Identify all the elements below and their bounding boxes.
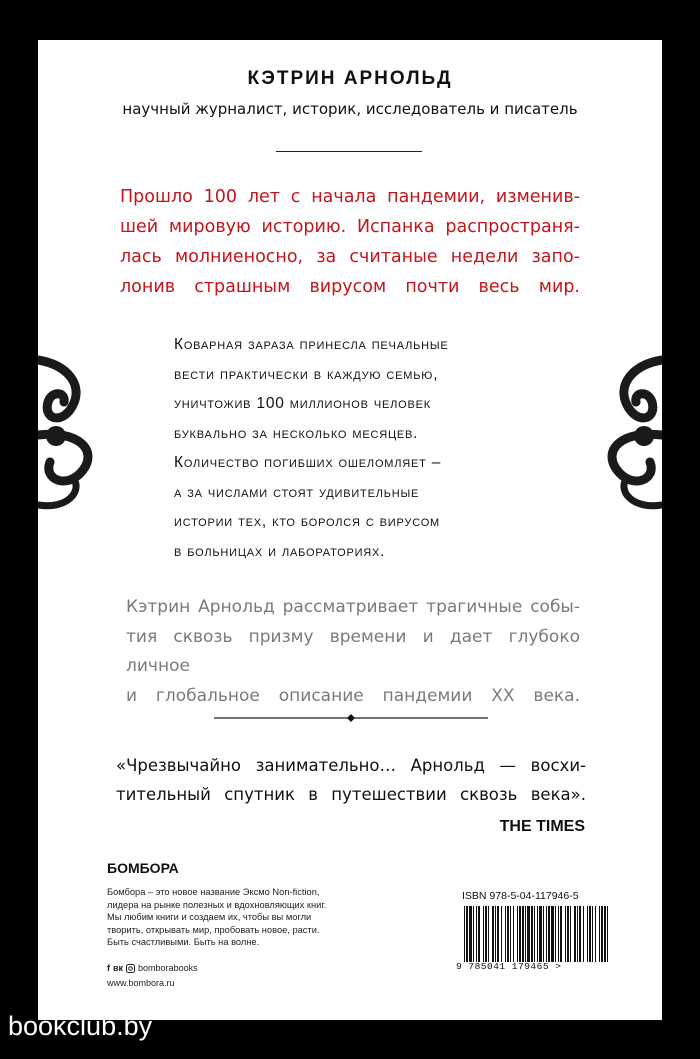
- quote-line: тительный спутник в путешествии сквозь века».: [116, 785, 586, 804]
- isbn-number: ISBN 978-5-04-117946-5: [462, 890, 579, 902]
- quote-source: THE TIMES: [499, 818, 585, 835]
- barcode-icon: [462, 906, 612, 962]
- about-line: Быть счастливыми. Быть на волне.: [107, 937, 260, 947]
- barcode-digits: 9 785041 179465 >: [456, 961, 562, 972]
- book-back-cover: [38, 40, 662, 1020]
- about-line: Мы любим книги и создаем их, чтобы вы могли: [107, 912, 312, 922]
- instagram-icon: [126, 964, 135, 973]
- social-links: [107, 963, 198, 973]
- social-handle: bomborabooks: [138, 963, 198, 973]
- publisher-logo: БОМБОРА: [107, 860, 179, 876]
- about-line: лидера на рынке полезных и вдохновляющих книг.: [107, 899, 327, 910]
- author-name: КЭТРИН АРНОЛЬД: [247, 68, 453, 89]
- main-line: буквально за несколько месяцев.: [174, 424, 419, 442]
- intro-line: лась молниеносно, за считаные недели запо-: [120, 247, 580, 267]
- review-quote: [116, 751, 586, 809]
- main-line: Коварная зараза принесла печальные: [174, 336, 449, 353]
- summary-line: Кэтрин Арнольд рассматривает трагичные собы-: [126, 597, 580, 617]
- main-line: уничтожив 100 миллионов человек: [174, 395, 432, 412]
- intro-line: шей мировую историю. Испанка распространя-: [120, 217, 580, 237]
- watermark: bookclub.by: [8, 1011, 153, 1041]
- main-line: а за числами стоят удивительные: [174, 483, 420, 501]
- main-paragraph: [174, 330, 524, 566]
- publisher-about: [107, 886, 397, 949]
- about-line: Бомбора – это новое название Эксмо Non-fiction,: [107, 887, 320, 897]
- quote-line: «Чрезвычайно занимательно… Арнольд — восхи-: [116, 756, 586, 775]
- intro-line: лонив страшным вирусом почти весь мир.: [120, 277, 580, 297]
- website-link: www.bombora.ru: [107, 978, 175, 988]
- summary-line: и глобальное описание пандемии XX века.: [126, 685, 580, 706]
- main-line: вести практически в каждую семью,: [174, 365, 439, 383]
- ornament-left-icon: [38, 340, 108, 530]
- main-line: в больницах и лабораториях.: [174, 542, 386, 560]
- intro-paragraph: [120, 182, 580, 302]
- facebook-icon: f: [107, 963, 110, 973]
- ornament-right-icon: [592, 340, 662, 530]
- author-description: научный журналист, историк, исследователь и писатель: [122, 100, 578, 118]
- divider-line: [276, 151, 422, 152]
- vk-icon: вк: [113, 963, 124, 973]
- main-line: истории тех, кто боролся с вирусом: [174, 513, 441, 530]
- about-line: творить, открывать мир, пробовать новое, расти.: [107, 924, 320, 935]
- summary-line: тия сквозь призму времени и дает глубоко личное: [126, 626, 580, 676]
- diamond-divider-icon: [214, 714, 488, 722]
- intro-line: Прошло 100 лет с начала пандемии, изменив-: [120, 187, 580, 207]
- main-line: Количество погибших ошеломляет –: [174, 454, 442, 471]
- summary-paragraph: [126, 593, 580, 711]
